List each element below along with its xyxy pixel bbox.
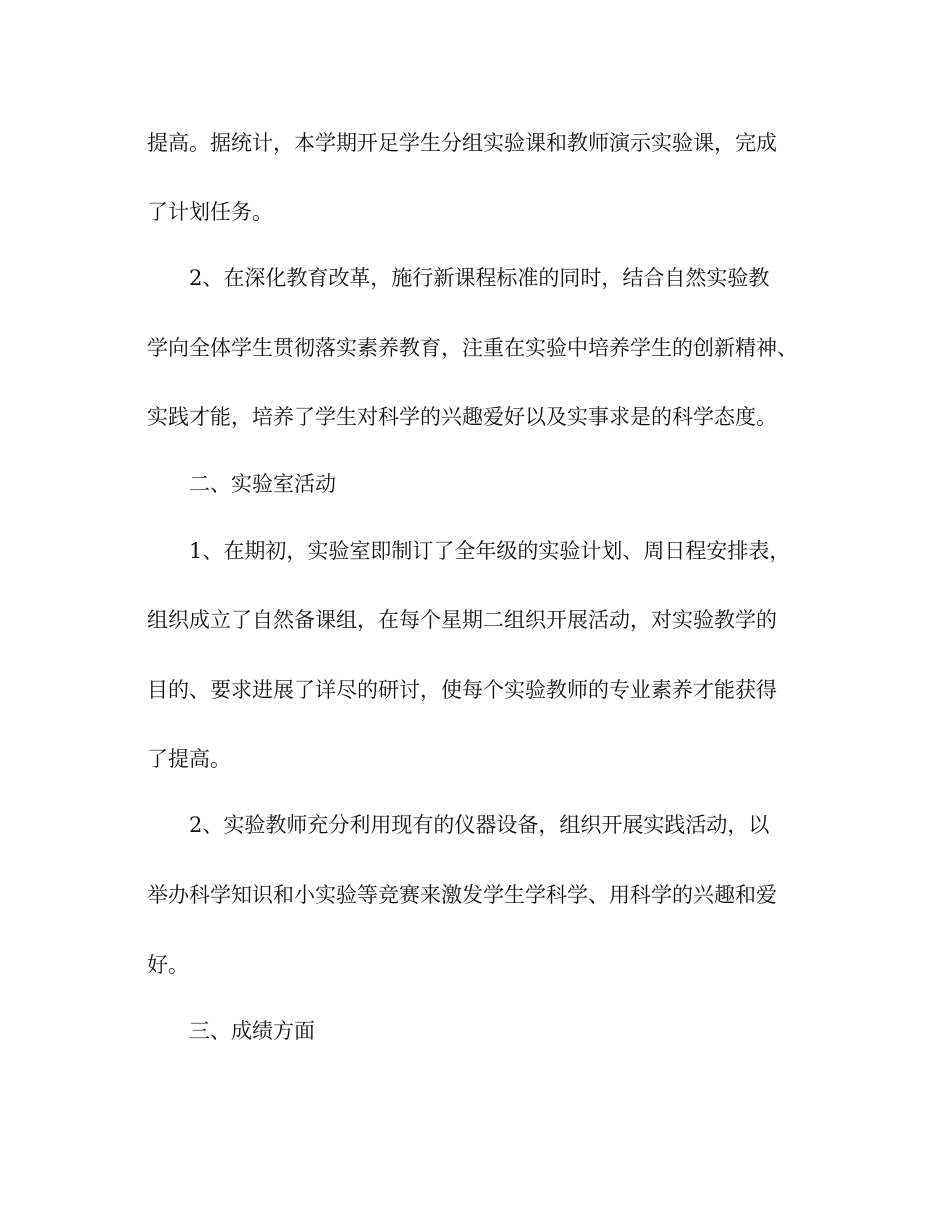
- paragraph-line: 组织成立了自然备课组，在每个星期二组织开展活动，对实验教学的: [147, 608, 777, 632]
- paragraph-line: 学向全体学生贯彻落实素养教育，注重在实验中培养学生的创新精神、: [147, 336, 798, 360]
- paragraph-line: 2、实验教师充分利用现有的仪器设备，组织开展实践活动，以: [189, 813, 770, 837]
- paragraph-line: 实践才能，培养了学生对科学的兴趣爱好以及实事求是的科学态度。: [147, 405, 777, 429]
- paragraph-line: 举办科学知识和小实验等竞赛来激发学生学科学、用科学的兴趣和爱: [147, 883, 777, 907]
- paragraph-line: 1、在期初，实验室即制订了全年级的实验计划、周日程安排表，: [189, 539, 791, 563]
- paragraph-line: 提高。据统计，本学期开足学生分组实验课和教师演示实验课，完成: [147, 131, 777, 155]
- section-heading: 三、成绩方面: [189, 1019, 315, 1043]
- paragraph-line: 好。: [147, 953, 189, 977]
- paragraph-line: 了提高。: [147, 747, 231, 771]
- paragraph-line: 2、在深化教育改革，施行新课程标准的同时，结合自然实验教: [189, 266, 770, 290]
- section-heading: 二、实验室活动: [189, 472, 336, 496]
- paragraph-line: 了计划任务。: [147, 200, 273, 224]
- paragraph-line: 目的、要求进展了详尽的研讨，使每个实验教师的专业素养才能获得: [147, 678, 777, 702]
